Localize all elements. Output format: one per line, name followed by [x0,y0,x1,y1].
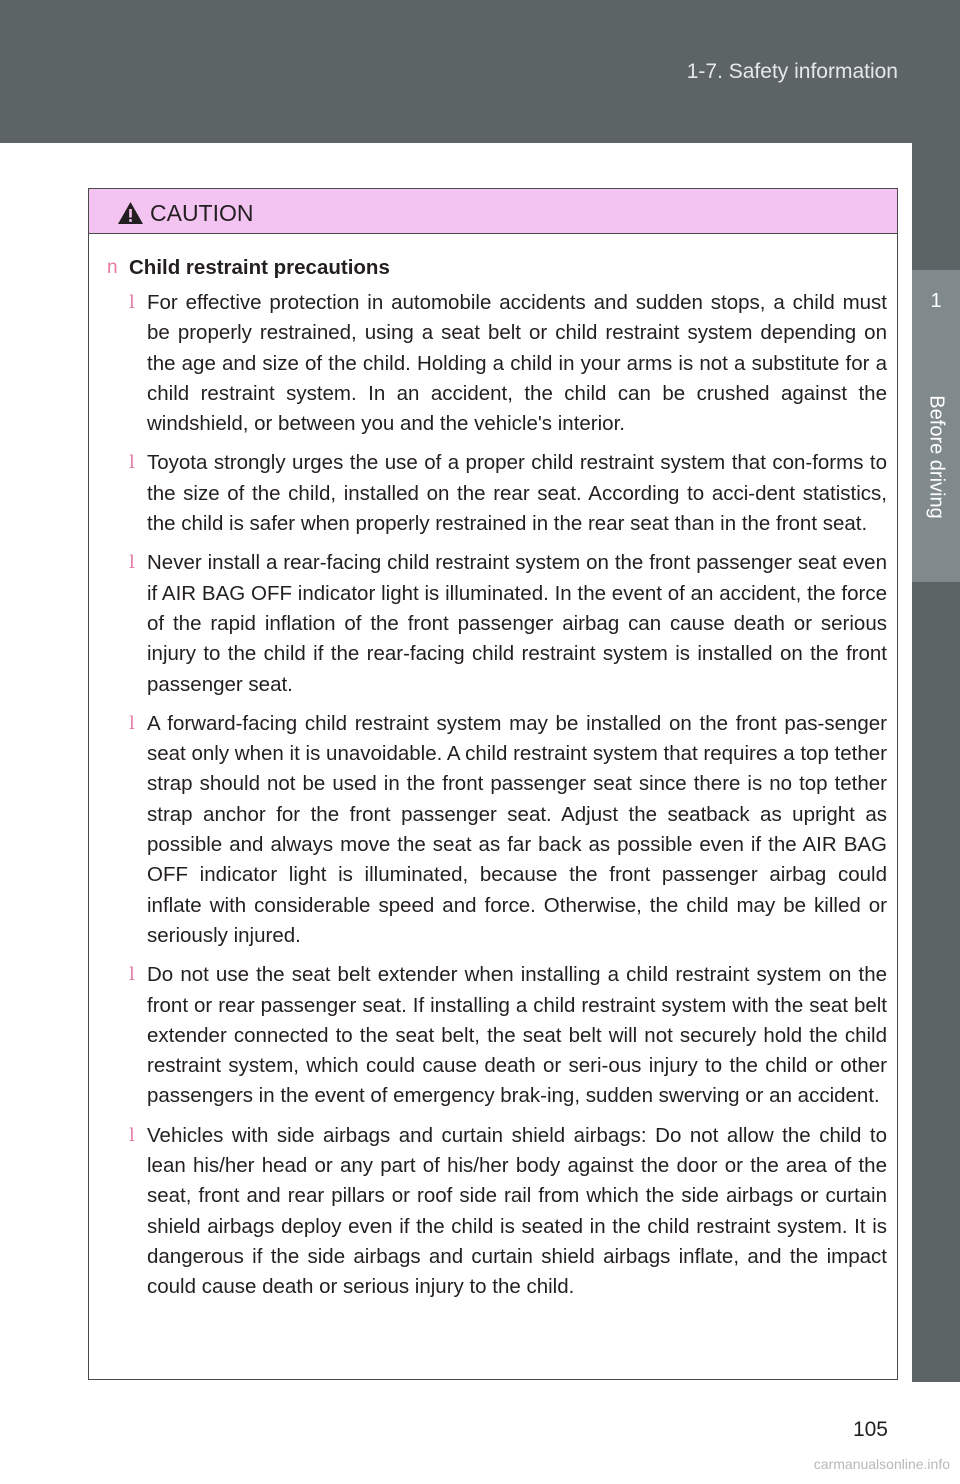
list-item-text: Vehicles with side airbags and curtain shield airbags: Do not allow the child to lean his/her head or any part of his/her body against the door or the area of the seat, front and rear pillars or roof side rail from which the side airbags or curtain shield airbags deploy even if the child is seated in the child restraint system. It is dangerous if the side airbags and curtain shield airbags inflate, and the impact could cause death or serious injury to the child. [147,1123,887,1299]
watermark: carmanualsonline.info [813,1456,950,1472]
item-bullet: l [129,712,135,734]
list-item-text: A forward-facing child restraint system may be installed on the front pas-senger seat only when it is unavoidable. A child restraint system that requires a top tether strap should not be used in the front passenger seat since there is no top tether strap anchor for the front passenger seat. Adjust the seatback as upright as possible and always move the seat as far back as possible even if the AIR BAG OFF indicator light is illuminated, because the front passenger airbag could inflate with considerable speed and force. Otherwise, the child may be killed or seriously injured. [147,711,887,947]
caution-title: CAUTION [150,200,254,226]
caution-heading-text: Child restraint precautions [129,256,390,279]
item-bullet: l [129,292,135,313]
list-item [107,288,887,439]
page-number: 105 [852,1418,888,1441]
list-item-text: For effective protection in automobile accidents and sudden stops, a child must be properly restrained, using a seat belt or child restraint system depending on the age and size of the child. Holding a child in your arms is not a substitute for a child restraint system. In an accident, the child can be crushed against the windshield, or between you and the vehicle's interior. [147,291,887,436]
caution-header [89,189,897,234]
header-band [0,0,960,143]
warning-icon [117,201,144,225]
caution-heading [107,256,887,280]
list-item [107,1121,887,1303]
chapter-name: Before driving [925,395,948,519]
list-item [107,960,887,1111]
item-bullet: l [129,452,135,474]
item-bullet: l [129,1124,135,1146]
list-item-text: Do not use the seat belt extender when installing a child restraint system on the front or rear passenger seat. If installing a child restraint system with the seat belt extender connected to the seat belt, the seat belt will not securely hold the child restraint system, which could cause death or seri-ous injury to the child or other passengers in the event of emergency brak-ing, sudden swerving or an accident. [147,963,887,1108]
list-item-text: Never install a rear-facing child restraint system on the front passenger seat even if AIR BAG OFF indicator light is illuminated. In the event of an accident, the force of the rapid inflation of the front passenger airbag can cause death or serious injury to the child if the rear-facing child restraint system is installed on the front passenger seat. [147,551,887,696]
chapter-number: 1 [930,290,942,312]
heading-bullet: n [107,257,118,278]
list-item [107,709,887,951]
list-item [107,548,887,699]
list-item [107,448,887,539]
item-bullet: l [129,964,135,986]
section-title: 1-7. Safety information [686,60,898,83]
caution-box [88,188,898,1380]
list-item-text: Toyota strongly urges the use of a proper child restraint system that con-forms to the size of the child, installed on the rear seat. According to acci-dent statistics, the child is safer when properly restrained in the rear seat than in the front seat. [147,451,887,536]
caution-content [89,234,897,1303]
item-bullet: l [129,552,135,574]
